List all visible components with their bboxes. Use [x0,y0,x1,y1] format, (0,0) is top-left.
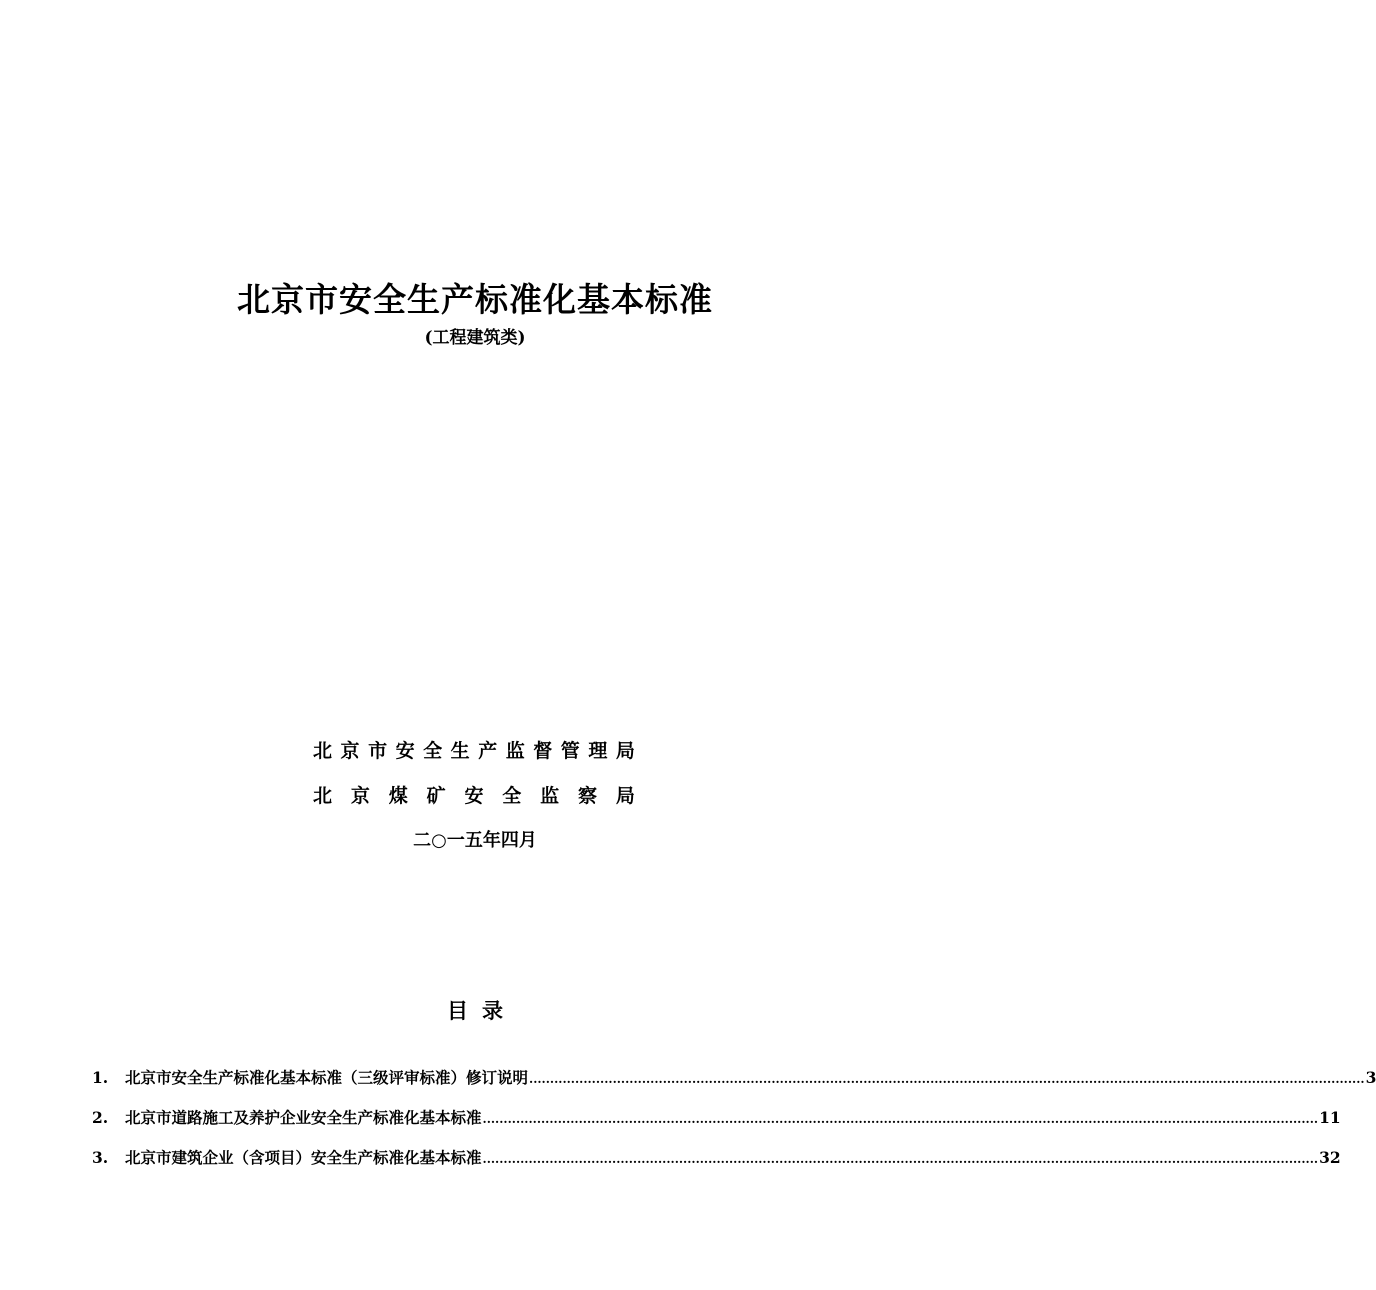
issuer-1-char: 管 [560,740,580,762]
table-of-contents [92,1066,1376,1186]
issuer-2-char: 北 [313,785,333,807]
document-title: 北京市安全生产标准化基本标准 [237,280,713,319]
issuer-1-char: 安 [395,740,415,762]
issuer-2-char: 全 [502,785,522,807]
issuer-line-1 [313,737,635,765]
issuer-2-char: 察 [578,785,598,807]
toc-entry-page: 11 [1319,1108,1341,1127]
toc-heading: 目录 [447,998,517,1023]
toc-entry-number: 3. [92,1148,109,1167]
toc-entry[interactable] [92,1146,1341,1170]
toc-entry-title: 北京市安全生产标准化基本标准（三级评审标准）修订说明 [125,1068,529,1087]
issuer-2-char: 京 [350,785,370,807]
issuer-1-char: 产 [478,740,498,762]
toc-entry-number: 2. [92,1108,109,1127]
document-subtitle: (工程建筑类) [424,328,526,348]
toc-leader-dots [483,1107,1319,1131]
issuer-2-char: 安 [464,785,484,807]
toc-leader-dots [483,1147,1319,1171]
toc-entry[interactable] [92,1106,1341,1130]
issuer-1-char: 理 [588,740,608,762]
issuer-2-char: 局 [615,785,635,807]
issuer-1-char: 生 [450,740,470,762]
issuer-line-2 [313,782,635,810]
issuer-1-char: 全 [423,740,443,762]
toc-entry[interactable] [92,1066,1376,1090]
toc-leader-dots [529,1067,1365,1091]
issuer-1-char: 市 [368,740,388,762]
issuer-1-char: 北 [313,740,333,762]
toc-entry-page: 32 [1319,1148,1341,1167]
toc-entry-number: 1. [92,1068,109,1087]
issuer-1-char: 监 [505,740,525,762]
issuer-1-char: 京 [340,740,360,762]
toc-entry-page: 3 [1365,1068,1376,1087]
publication-date: 二○一五年四月 [413,830,537,851]
issuer-2-char: 监 [540,785,560,807]
toc-entry-title: 北京市道路施工及养护企业安全生产标准化基本标准 [125,1108,482,1127]
toc-entry-title: 北京市建筑企业（含项目）安全生产标准化基本标准 [125,1148,482,1167]
issuer-1-char: 局 [615,740,635,762]
issuer-1-char: 督 [533,740,553,762]
issuer-2-char: 煤 [388,785,408,807]
issuer-2-char: 矿 [426,785,446,807]
